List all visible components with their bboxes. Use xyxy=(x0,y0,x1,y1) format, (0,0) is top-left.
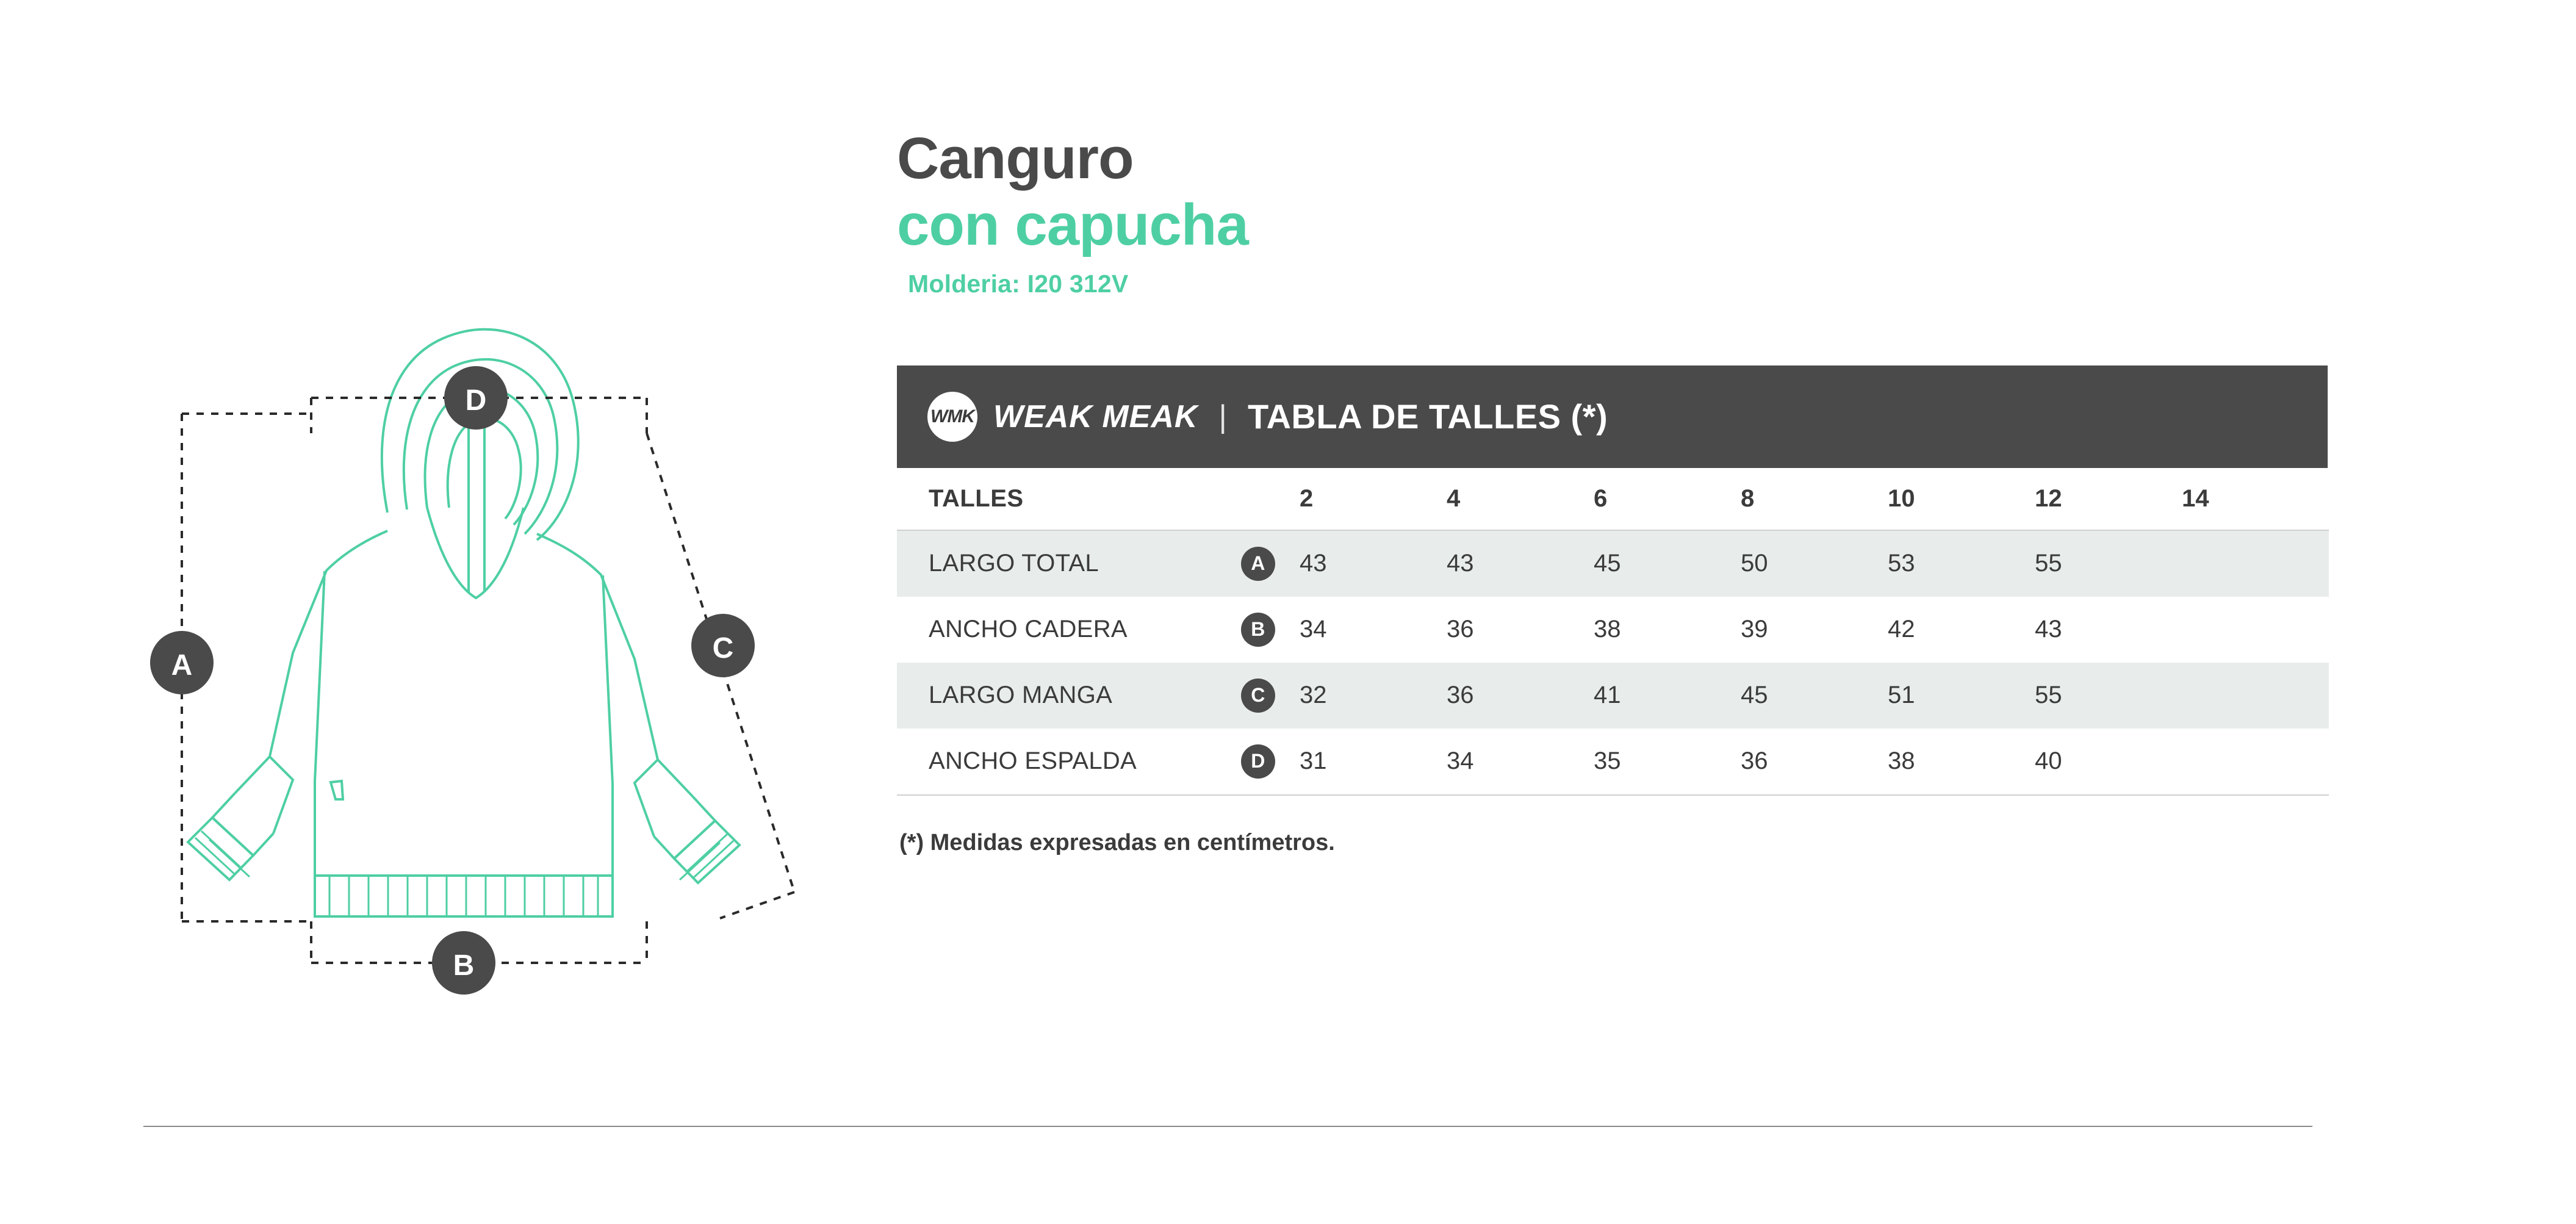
cell-ancho-cadera-8: 39 xyxy=(1741,616,1768,643)
cell-ancho-espalda-8: 36 xyxy=(1741,747,1768,775)
cell-largo-total-10: 53 xyxy=(1888,550,1915,577)
cell-largo-total-8: 50 xyxy=(1741,550,1768,577)
brand-name: WEAK MEAK xyxy=(993,398,1198,434)
row-label-ancho-cadera xyxy=(897,597,1300,663)
cell-largo-manga-14 xyxy=(2182,663,2329,729)
row-label-text: ANCHO CADERA xyxy=(929,616,1128,643)
svg-text:C: C xyxy=(712,632,734,664)
svg-text:B: B xyxy=(453,949,475,982)
table-row xyxy=(897,663,2329,729)
cell-largo-manga-6: 41 xyxy=(1594,682,1621,709)
cell-ancho-espalda-10: 38 xyxy=(1888,747,1915,775)
table-head-row xyxy=(897,468,2329,530)
column-header-size-2: 2 xyxy=(1300,484,1314,512)
svg-text:D: D xyxy=(465,384,487,417)
column-header-size-6: 6 xyxy=(1594,484,1608,512)
row-label-largo-manga xyxy=(897,663,1300,729)
cell-ancho-cadera-4: 36 xyxy=(1447,616,1474,643)
column-header-size-12: 12 xyxy=(2035,484,2062,512)
column-header-size-4: 4 xyxy=(1447,484,1461,512)
row-label-text: ANCHO ESPALDA xyxy=(929,747,1137,775)
row-label-text: LARGO MANGA xyxy=(929,682,1113,709)
cell-largo-manga-4: 36 xyxy=(1447,682,1474,709)
cell-ancho-cadera-10: 42 xyxy=(1888,616,1915,643)
badge-c-icon: C xyxy=(1241,679,1275,713)
cell-largo-manga-8: 45 xyxy=(1741,682,1768,709)
bottom-divider xyxy=(143,1126,2312,1127)
badge-a-icon: A xyxy=(1241,547,1275,581)
page-subtitle: con capucha xyxy=(897,192,1248,257)
cell-ancho-espalda-6: 35 xyxy=(1594,747,1621,775)
cell-ancho-espalda-14 xyxy=(2182,729,2329,795)
size-table-wrapper xyxy=(897,365,2328,856)
size-table xyxy=(897,468,2329,796)
column-header-size-8: 8 xyxy=(1741,484,1755,512)
cell-ancho-espalda-12: 40 xyxy=(2035,747,2062,775)
table-row xyxy=(897,530,2329,597)
table-header-bar xyxy=(897,365,2328,468)
measurement-footnote: (*) Medidas expresadas en centímetros. xyxy=(899,829,1335,855)
column-header-size-14: 14 xyxy=(2182,484,2209,512)
row-label-text: LARGO TOTAL xyxy=(929,550,1099,577)
cell-largo-total-2: 43 xyxy=(1300,550,1327,577)
svg-text:A: A xyxy=(171,649,193,682)
page-title: Canguro xyxy=(897,126,1134,191)
cell-ancho-cadera-6: 38 xyxy=(1594,616,1621,643)
table-header-title: TABLA DE TALLES (*) xyxy=(1247,397,1608,436)
table-row xyxy=(897,729,2329,795)
table-row xyxy=(897,597,2329,663)
cell-ancho-cadera-2: 34 xyxy=(1300,616,1327,643)
cell-largo-manga-12: 55 xyxy=(2035,682,2062,709)
pattern-code: Molderia: I20 312V xyxy=(908,269,1129,298)
column-header-size-10: 10 xyxy=(1888,484,1915,512)
header-divider: | xyxy=(1218,398,1227,434)
cell-largo-total-6: 45 xyxy=(1594,550,1621,577)
badge-d-icon: D xyxy=(1241,744,1275,779)
chart-content xyxy=(897,128,2434,856)
badge-b-icon: B xyxy=(1241,613,1275,647)
cell-ancho-cadera-12: 43 xyxy=(2035,616,2062,643)
brand-logo-icon: WMK xyxy=(927,392,977,442)
cell-largo-manga-10: 51 xyxy=(1888,682,1915,709)
garment-illustration xyxy=(110,232,872,1001)
cell-largo-manga-2: 32 xyxy=(1300,682,1327,709)
cell-ancho-cadera-14 xyxy=(2182,597,2329,663)
cell-ancho-espalda-2: 31 xyxy=(1300,747,1327,775)
cell-largo-total-4: 43 xyxy=(1447,550,1474,577)
cell-ancho-espalda-4: 34 xyxy=(1447,747,1474,775)
row-label-largo-total xyxy=(897,530,1300,597)
cell-largo-total-14 xyxy=(2182,530,2329,597)
cell-largo-total-12: 55 xyxy=(2035,550,2062,577)
column-header-talles: TALLES xyxy=(929,484,1024,512)
row-label-ancho-espalda xyxy=(897,729,1300,795)
